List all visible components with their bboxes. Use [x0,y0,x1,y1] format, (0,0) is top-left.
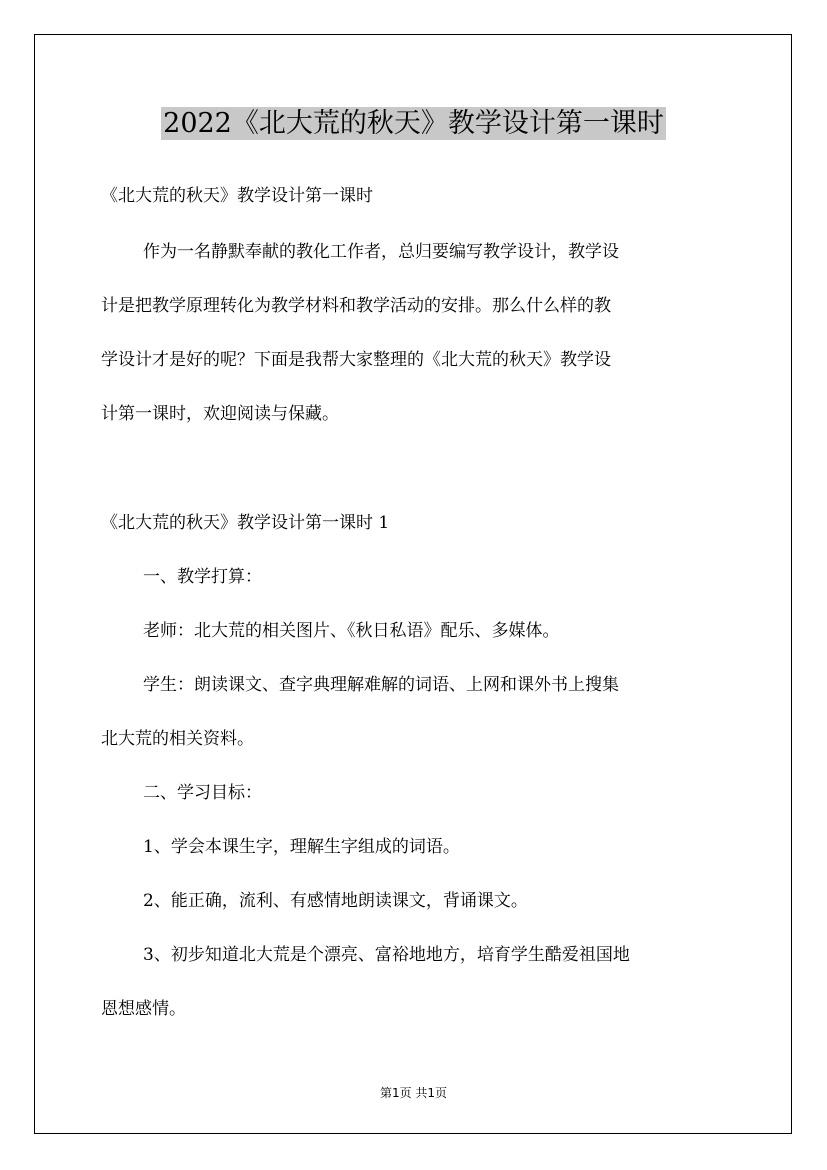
goal-1: 1、学会本课生字，理解生字组成的词语。 [143,837,460,857]
student-materials-line-2: 北大荒的相关资料。 [101,729,254,749]
intro-line-2: 计是把教学原理转化为教学材料和教学活动的安排。那么什么样的教 [101,296,611,316]
section-title: 《北大荒的秋天》教学设计第一课时 1 [101,513,390,533]
intro-line-1: 作为一名静默奉献的教化工作者，总归要编写教学设计，教学设 [143,242,619,262]
goal-2: 2、能正确，流利、有感情地朗读课文，背诵课文。 [143,891,528,911]
goal-3-line-1: 3、初步知道北大荒是个漂亮、富裕地地方，培育学生酷爱祖国地 [143,945,630,965]
subtitle: 《北大荒的秋天》教学设计第一课时 [101,186,373,206]
teacher-materials: 老师：北大荒的相关图片、《秋日私语》配乐、多媒体。 [143,621,560,641]
document-title: 2022《北大荒的秋天》教学设计第一课时 [163,108,664,139]
intro-line-3: 学设计才是好的呢？下面是我帮大家整理的《北大荒的秋天》教学设 [101,350,611,370]
page-number-footer: 第1页 共1页 [379,1086,448,1100]
intro-line-4: 计第一课时，欢迎阅读与保藏。 [101,404,339,424]
heading-teaching-prep: 一、教学打算： [143,567,262,587]
student-materials-line-1: 学生：朗读课文、查字典理解难解的词语、上网和课外书上搜集 [143,675,619,695]
heading-learning-goals: 二、学习目标： [143,783,262,803]
goal-3-line-2: 恩想感情。 [101,999,186,1019]
